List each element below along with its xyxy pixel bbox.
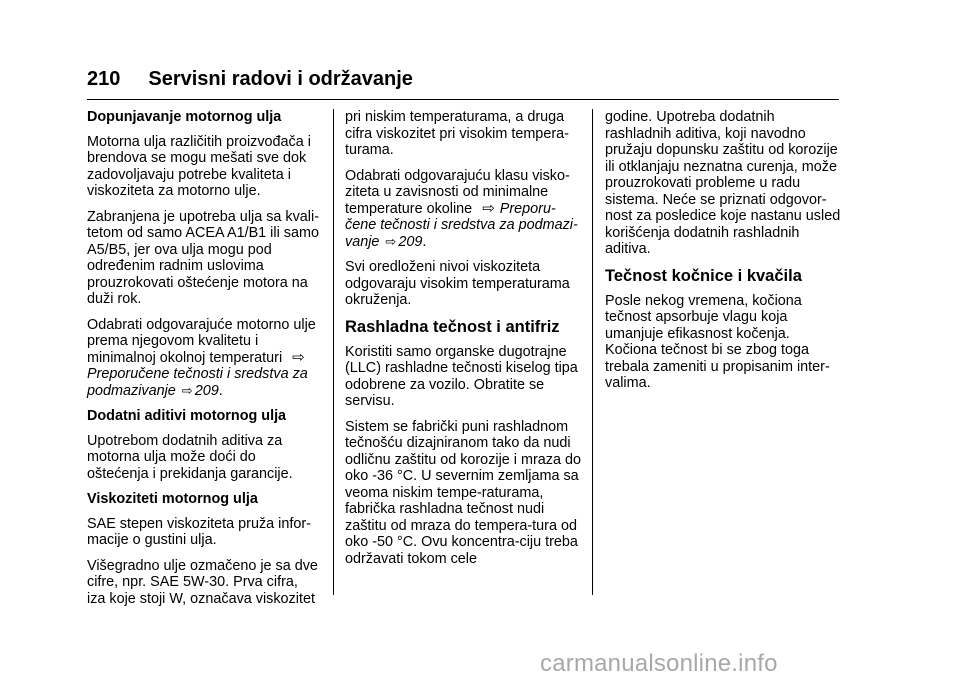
paragraph-text: Odabrati odgovarajuće motorno ulje prema njegovom kvalitetu i minimalnoj okolnoj temperaturi xyxy=(87,316,316,366)
arrow-reference-icon: ⇨ xyxy=(292,348,305,366)
paragraph: pri niskim temperaturama, a druga cifra viskozitet pri visokim tempera-turama. xyxy=(345,109,569,158)
paragraph: Motorna ulja različitih proizvođača i brendova se mogu mešati sve dok zadovoljavaju potrebe kvaliteta i viskoziteta za motorno ulje. xyxy=(87,133,311,199)
paragraph-with-reference: Odabrati odgovarajuću klasu visko-ziteta u zavisnosti od minimalne temperature okoline ⇨ Preporu-čene tečnosti i sredstva za podmazi-vanje ⇨ 209. xyxy=(345,167,578,250)
paragraph: Upotrebom dodatnih aditiva za motorna ulja može doći do oštećenja i prekidanja garancije. xyxy=(87,432,293,482)
paragraph: Višegradno ulje ozmačeno je sa dve cifre, npr. SAE 5W-30. Prva cifra, iza koje stoji W, označava viskozitet xyxy=(87,557,318,607)
paragraph-with-reference: Odabrati odgovarajuće motorno ulje prema njegovom kvalitetu i minimalnoj okolnoj temperaturi ⇨ Preporučene tečnosti i sredstva za podmazivanje ⇨ 209. xyxy=(87,316,316,399)
paragraph: Zabranjena je upotreba ulja sa kvali-tetom od samo ACEA A1/B1 ili samo A5/B5, jer ova ulja mogu pod određenim radnim uslovima prouzrokovati oštećenje motora na duži rok. xyxy=(87,208,319,307)
page-header xyxy=(87,68,413,91)
page-title: Servisni radovi i održavanje xyxy=(148,68,413,90)
arrow-reference-icon: ⇨ xyxy=(181,382,193,398)
arrow-reference-icon: ⇨ xyxy=(482,199,495,217)
paragraph: Koristiti samo organske dugotrajne (LLC) rashladne tečnosti kiselog tipa odobrene za vozilo. Obratite se servisu. xyxy=(345,343,578,409)
column-1 xyxy=(87,109,319,616)
cross-reference-link[interactable]: Preporučene tečnosti i sredstva za podmazivanje xyxy=(87,366,308,399)
reference-page-number[interactable]: 209 xyxy=(194,382,219,399)
paragraph: Posle nekog vremena, kočiona tečnost apsorbuje vlagu koja umanjuje efikasnost kočenja. Kočiona tečnost bi se zbog toga trebala zameniti u propisanim inter-valima. xyxy=(605,292,830,391)
column-divider-1 xyxy=(333,109,334,595)
subheading-oil-topup: Dopunjavanje motornog ulja xyxy=(87,109,282,125)
column-3 xyxy=(605,109,841,401)
paragraph: Svi oredloženi nivoi viskoziteta odgovaraju visokim temperaturama okruženja. xyxy=(345,259,570,308)
paragraph-text: Odabrati odgovarajuću klasu visko-ziteta u zavisnosti od minimalne temperature okoline xyxy=(345,167,570,217)
paragraph: godine. Upotreba dodatnih rashladnih aditiva, koji navodno pružaju dopunsku zaštitu od korozije ili otklanjaju neznatna curenja, može prouzrokovati probleme u radu sistema. Neće se priznati odgovor-nost za posledice koje nastanu usled korišćenja dodatnih rashladnih aditiva. xyxy=(605,109,841,257)
section-heading-brake-fluid: Tečnost kočnice i kvačila xyxy=(605,266,802,285)
column-2 xyxy=(345,109,581,576)
column-divider-2 xyxy=(592,109,593,595)
paragraph: SAE stepen viskoziteta pruža infor-macije o gustini ulja. xyxy=(87,515,311,548)
page-number: 210 xyxy=(87,68,121,90)
cross-reference-link[interactable]: Preporu-čene tečnosti i sredstva za podmazi-vanje xyxy=(345,200,578,250)
paragraph: Sistem se fabrički puni rashladnom tečnošću dizajniranom tako da nudi odličnu zaštitu od korozije i mraza do oko -36 °C. U severnim zemljama sa veoma niskim tempe-raturama, fabrička rashladna tečnost nudi zaštitu od mraza do tempera-tura od oko -50 °C. Ovu koncentra-ciju treba održavati tokom cele xyxy=(345,418,581,567)
subheading-oil-additives: Dodatni aditivi motornog ulja xyxy=(87,408,287,424)
header-rule xyxy=(87,99,839,100)
arrow-reference-icon: ⇨ xyxy=(385,233,397,249)
section-heading-coolant: Rashladna tečnost i antifriz xyxy=(345,317,560,336)
watermark: carmanualsonline.info xyxy=(540,650,778,677)
reference-page-number[interactable]: 209 xyxy=(398,233,423,250)
subheading-oil-viscosity: Viskoziteti motornog ulja xyxy=(87,491,258,507)
